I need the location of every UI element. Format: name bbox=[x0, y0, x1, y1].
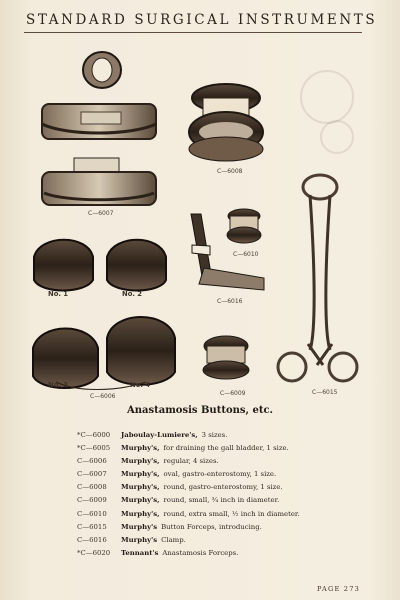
catalog-code: *C—6000 bbox=[77, 431, 111, 439]
label-no-4: No. 4 bbox=[130, 381, 151, 389]
caption-c6016: C—6016 bbox=[217, 298, 243, 305]
catalog-row bbox=[77, 534, 377, 547]
catalog-code: C—6006 bbox=[77, 457, 107, 466]
caption-c6007: C—6007 bbox=[88, 210, 114, 217]
catalog-description: oval, gastro-enterostomy, 1 size. bbox=[163, 470, 277, 479]
catalog-code: C—6010 bbox=[77, 509, 107, 518]
catalog-description: round, extra small, ½ inch in diameter. bbox=[163, 509, 300, 518]
catalog-row bbox=[77, 429, 377, 442]
catalog-name: Murphy's, bbox=[121, 470, 160, 479]
catalog-code: *C—6005 bbox=[77, 444, 111, 453]
catalog-row bbox=[77, 508, 377, 521]
catalog-row bbox=[77, 442, 377, 455]
catalog-row bbox=[77, 547, 377, 560]
catalog-name: Murphy's bbox=[121, 522, 158, 531]
catalog-description: Clamp. bbox=[161, 535, 186, 544]
catalog-name: Murphy's, bbox=[121, 483, 160, 492]
section-title: Anastamosis Buttons, etc. bbox=[126, 405, 274, 416]
catalog-description: Button Forceps, introducing. bbox=[161, 522, 262, 531]
catalog-description: round, small, ¾ inch in diameter. bbox=[163, 496, 280, 505]
catalog-name: Murphy's bbox=[121, 535, 158, 544]
catalog-code: *C—6020 bbox=[77, 548, 111, 557]
caption-c6015: C—6015 bbox=[312, 389, 338, 396]
catalog-name: Murphy's, bbox=[121, 509, 160, 518]
catalog-description: round, gastro-enterostomy, 1 size. bbox=[163, 483, 283, 492]
catalog-description: Anastamosis Forceps. bbox=[162, 548, 239, 557]
catalog-name: Tennant's bbox=[121, 548, 159, 557]
label-no-1: No. 1 bbox=[48, 290, 69, 298]
catalog-row bbox=[77, 468, 377, 481]
page-header: STANDARD SURGICAL INSTRUMENTS bbox=[26, 12, 378, 28]
catalog-row bbox=[77, 481, 377, 494]
catalog-name: Jaboulay-Lumiere's, bbox=[121, 431, 198, 439]
page-number: PAGE 273 bbox=[317, 585, 360, 593]
catalog-description: for draining the gall bladder, 1 size. bbox=[163, 444, 289, 453]
catalog-description: regular, 4 sizes. bbox=[163, 457, 219, 466]
catalog-code: C—6016 bbox=[77, 535, 107, 544]
label-no-3: No. 3 bbox=[48, 381, 69, 389]
catalog-code: C—6009 bbox=[77, 496, 107, 505]
catalog-description: 3 sizes. bbox=[201, 431, 228, 439]
button-forceps-c6015 bbox=[278, 175, 357, 381]
round-button-c6009 bbox=[203, 336, 249, 379]
catalog-row bbox=[77, 494, 377, 507]
catalog-name: Murphy's, bbox=[121, 444, 160, 453]
round-button-c6008 bbox=[189, 84, 263, 161]
oval-button-c6007 bbox=[42, 52, 156, 205]
instrument-illustration bbox=[26, 42, 372, 398]
caption-c6009: C—6009 bbox=[220, 390, 246, 397]
catalog-row bbox=[77, 521, 377, 534]
header-rule bbox=[24, 32, 362, 33]
catalog-code: C—6007 bbox=[77, 470, 107, 479]
caption-c6006: C—6006 bbox=[90, 393, 116, 400]
catalog-list bbox=[77, 429, 377, 560]
catalog-name: Murphy's, bbox=[121, 496, 160, 505]
catalog-row bbox=[77, 455, 377, 468]
label-no-2: No. 2 bbox=[122, 290, 143, 298]
instrument-drawings bbox=[26, 42, 372, 398]
caption-c6008: C—6008 bbox=[217, 168, 243, 175]
catalog-name: Murphy's, bbox=[121, 457, 160, 466]
regular-buttons-c6006 bbox=[33, 240, 175, 390]
catalog-code: C—6015 bbox=[77, 522, 107, 531]
round-button-c6010 bbox=[227, 209, 261, 243]
catalog-code: C—6008 bbox=[77, 483, 107, 492]
caption-c6010: C—6010 bbox=[233, 251, 259, 258]
